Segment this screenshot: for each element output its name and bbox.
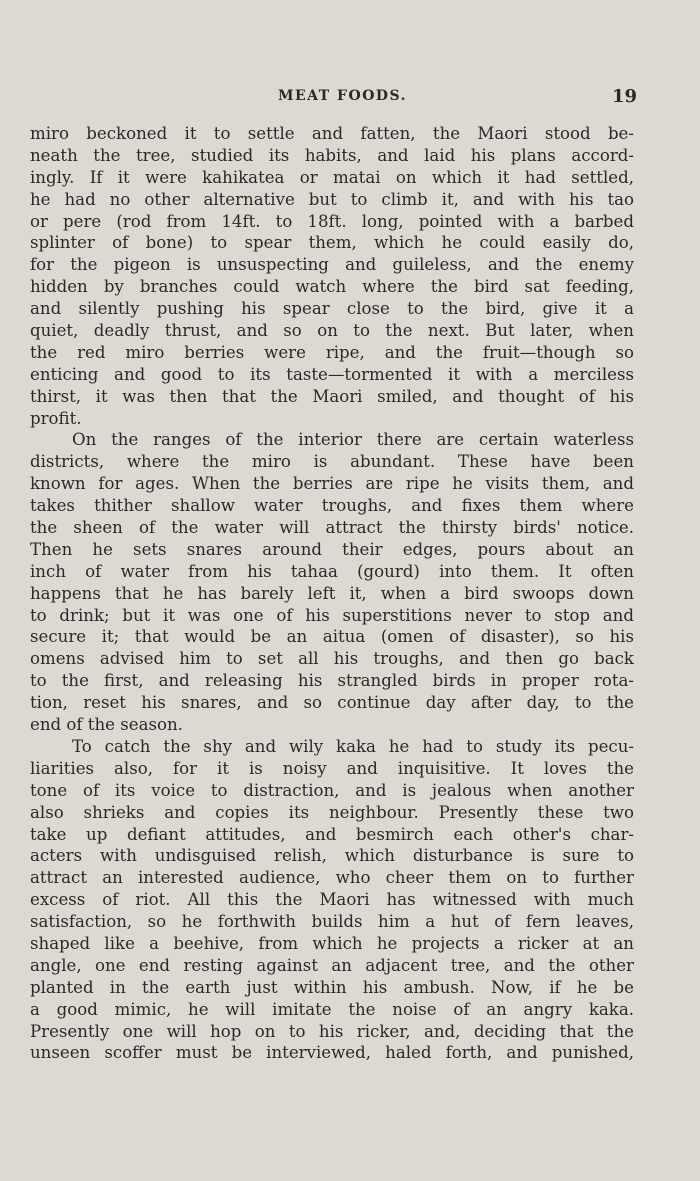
text-line: liarities also, for it is noisy and inquisitive. It loves the	[30, 758, 634, 778]
text-line: or pere (rod from 14ft. to 18ft. long, pointed with a barbed	[30, 211, 634, 231]
running-head	[0, 86, 700, 110]
text-line: Presently one will hop on to his ricker, and, deciding that the	[30, 1021, 634, 1041]
text-line: attract an interested audience, who cheer them on to further	[30, 868, 634, 888]
text-line: unseen scoffer must be interviewed, haled forth, and punished,	[30, 1043, 634, 1063]
text-line: take up defiant attitudes, and besmirch each other's char-	[30, 824, 634, 844]
text-line: splinter of bone) to spear them, which he could easily do,	[30, 233, 634, 253]
text-line: omens advised him to set all his troughs, and then go back	[30, 649, 634, 669]
text-line: end of the season.	[30, 715, 183, 735]
text-line: enticing and good to its taste—tormented it with a merciless	[30, 364, 634, 384]
text-line: To catch the shy and wily kaka he had to study its pecu-	[72, 736, 634, 756]
text-line: profit.	[30, 408, 82, 428]
text-line: angle, one end resting against an adjacent tree, and the other	[30, 955, 634, 975]
text-line: planted in the earth just within his ambush. Now, if he be	[30, 977, 634, 997]
text-line: and silently pushing his spear close to the bird, give it a	[30, 299, 634, 319]
text-line: for the pigeon is unsuspecting and guileless, and the enemy	[30, 255, 634, 275]
text-line: the red miro berries were ripe, and the fruit—though so	[30, 342, 634, 362]
text-line: happens that he has barely left it, when a bird swoops down	[30, 583, 634, 603]
text-line: neath the tree, studied its habits, and laid his plans accord-	[30, 145, 634, 165]
text-line: thirst, it was then that the Maori smiled, and thought of his	[30, 386, 634, 406]
text-line: On the ranges of the interior there are certain waterless	[72, 430, 634, 450]
text-line: acters with undisguised relish, which disturbance is sure to	[30, 846, 634, 866]
running-head-title: MEAT FOODS.	[278, 88, 408, 104]
text-line: to drink; but it was one of his superstitions never to stop and	[30, 605, 634, 625]
text-line: also shrieks and copies its neighbour. Presently these two	[30, 802, 634, 822]
text-line: inch of water from his tahaa (gourd) into them. It often	[30, 561, 634, 581]
paragraph-2	[30, 429, 634, 735]
text-line: Then he sets snares around their edges, pours about an	[30, 539, 634, 559]
text-line: he had no other alternative but to climb it, and with his tao	[30, 189, 634, 209]
text-line: tone of its voice to distraction, and is jealous when another	[30, 780, 634, 800]
text-line: shaped like a beehive, from which he projects a ricker at an	[30, 933, 634, 953]
body-text	[30, 123, 634, 1064]
text-line: miro beckoned it to settle and fatten, the Maori stood be-	[30, 124, 634, 143]
text-line: hidden by branches could watch where the bird sat feeding,	[30, 277, 634, 297]
text-line: a good mimic, he will imitate the noise of an angry kaka.	[30, 999, 634, 1019]
text-line: quiet, deadly thrust, and so on to the next. But later, when	[30, 321, 634, 341]
text-line: tion, reset his snares, and so continue day after day, to the	[30, 693, 634, 713]
text-line: satisfaction, so he forthwith builds him a hut of fern leaves,	[30, 912, 634, 932]
text-line: the sheen of the water will attract the thirsty birds' notice.	[30, 518, 634, 538]
paragraph-3	[30, 736, 634, 1064]
page-number: 19	[612, 86, 638, 107]
text-line: excess of riot. All this the Maori has witnessed with much	[30, 890, 634, 910]
text-line: ingly. If it were kahikatea or matai on which it had settled,	[30, 167, 634, 187]
text-line: takes thither shallow water troughs, and fixes them where	[30, 496, 634, 516]
paragraph-1	[30, 123, 634, 429]
text-line: to the first, and releasing his strangled birds in proper rota-	[30, 671, 634, 691]
text-line: districts, where the miro is abundant. These have been	[30, 452, 634, 472]
text-line: known for ages. When the berries are ripe he visits them, and	[30, 474, 634, 494]
text-line: secure it; that would be an aitua (omen of disaster), so his	[30, 627, 634, 647]
